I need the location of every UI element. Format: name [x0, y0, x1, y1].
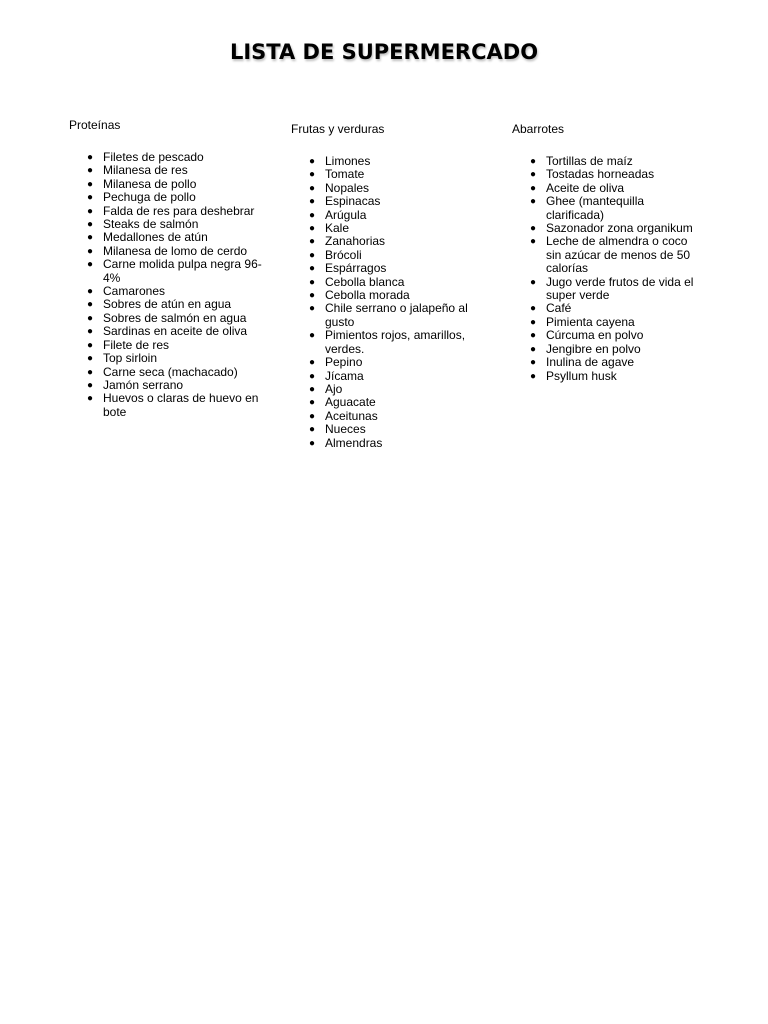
bullet-icon: ●: [530, 156, 537, 167]
list-abarrotes: [512, 155, 702, 383]
list-item: [69, 245, 264, 258]
list-item: [291, 370, 481, 383]
list-item-text: Ghee (mantequilla clarificada): [546, 194, 645, 222]
list-item: [512, 316, 702, 329]
bullet-icon: ●: [87, 326, 94, 338]
list-item: [69, 164, 264, 177]
bullet-icon: ●: [309, 209, 316, 221]
list-item-text: Top sirloin: [103, 351, 158, 366]
list-item-text: Huevos o claras de huevo en bote: [103, 391, 259, 419]
bullet-icon: ●: [530, 303, 537, 315]
bullet-icon: ●: [309, 330, 316, 342]
list-item: [291, 209, 481, 222]
list-item-text: Jícama: [325, 368, 364, 383]
list-item-text: Filete de res: [103, 337, 170, 352]
list-item-text: Sobres de salmón en agua: [103, 310, 247, 325]
list-item-text: Aceitunas: [325, 408, 378, 423]
list-item-text: Brócoli: [325, 247, 362, 262]
bullet-icon: ●: [530, 169, 537, 181]
list-item: [512, 370, 702, 383]
bullet-icon: ●: [530, 343, 537, 355]
bullet-icon: ●: [530, 236, 537, 248]
list-item: [291, 155, 481, 168]
list-item: [69, 379, 264, 392]
list-item: [291, 437, 481, 450]
list-item-text: Leche de almendra o coco sin azúcar de menos de 50 calorías: [546, 234, 691, 276]
bullet-icon: ●: [87, 312, 94, 324]
bullet-icon: ●: [309, 182, 316, 194]
list-item-text: Filetes de pescado: [103, 150, 204, 164]
list-item: [69, 231, 264, 244]
list-item: [291, 356, 481, 369]
bullet-icon: ●: [309, 370, 316, 382]
bullet-icon: ●: [309, 437, 316, 449]
bullet-icon: ●: [87, 205, 94, 217]
bullet-icon: ●: [87, 219, 94, 231]
list-item: [291, 235, 481, 248]
list-item-text: Aceite de oliva: [546, 180, 625, 195]
bullet-icon: ●: [87, 379, 94, 391]
list-item: [512, 222, 702, 235]
list-item: [291, 383, 481, 396]
bullet-icon: ●: [309, 249, 316, 261]
list-item-text: Sardinas en aceite de oliva: [103, 324, 248, 339]
list-item-text: Pimienta cayena: [546, 314, 635, 329]
list-item: [291, 168, 481, 181]
column-heading-frutas-y-verduras: Frutas y verduras: [291, 122, 385, 136]
list-item-text: Espárragos: [325, 261, 387, 276]
list-item: [512, 329, 702, 342]
list-item: [69, 366, 264, 379]
list-item-text: Steaks de salmón: [103, 217, 199, 232]
list-item-text: Sobres de atún en agua: [103, 297, 232, 312]
list-item-text: Ajo: [325, 381, 343, 396]
list-item-text: Pechuga de pollo: [103, 190, 196, 205]
bullet-icon: ●: [87, 152, 94, 163]
list-item: [69, 325, 264, 338]
bullet-icon: ●: [309, 196, 316, 208]
list-item-text: Inulina de agave: [546, 355, 635, 370]
list-frutas-y-verduras: [291, 155, 481, 450]
list-item: [512, 182, 702, 195]
list-item-text: Arúgula: [325, 207, 367, 222]
list-item-text: Cebolla morada: [325, 288, 410, 303]
bullet-icon: ●: [530, 223, 537, 235]
bullet-icon: ●: [309, 357, 316, 369]
bullet-icon: ●: [87, 245, 94, 257]
bullet-icon: ●: [87, 393, 94, 405]
list-item: [291, 182, 481, 195]
list-item: [512, 155, 702, 168]
list-item-text: Tostadas horneadas: [546, 167, 655, 182]
list-item-text: Aguacate: [325, 395, 376, 410]
list-item: [69, 191, 264, 204]
list-item: [291, 249, 481, 262]
list-item-text: Carne molida pulpa negra 96-4%: [103, 257, 262, 285]
list-item: [512, 343, 702, 356]
list-proteinas: [69, 151, 264, 419]
list-item: [69, 205, 264, 218]
column-abarrotes: [512, 122, 702, 383]
list-item-text: Espinacas: [325, 194, 381, 209]
list-item: [69, 178, 264, 191]
list-item-text: Kale: [325, 221, 350, 236]
list-item: [69, 218, 264, 231]
list-item-text: Camarones: [103, 284, 166, 299]
bullet-icon: ●: [87, 259, 94, 271]
list-item-text: Tomate: [325, 167, 365, 182]
list-item-text: Cebolla blanca: [325, 274, 405, 289]
bullet-icon: ●: [309, 156, 316, 167]
list-item-text: Nopales: [325, 180, 370, 195]
list-item: [69, 392, 264, 419]
bullet-icon: ●: [87, 192, 94, 204]
list-item: [291, 329, 481, 356]
bullet-icon: ●: [309, 236, 316, 248]
column-heading-abarrotes: Abarrotes: [512, 122, 565, 136]
list-item-text: Jengibre en polvo: [546, 341, 641, 356]
list-item: [291, 302, 481, 329]
bullet-icon: ●: [530, 182, 537, 194]
list-item: [291, 410, 481, 423]
page-title: LISTA DE SUPERMERCADO: [229, 40, 539, 64]
list-item-text: Almendras: [325, 435, 383, 450]
column-frutas-y-verduras: [291, 122, 481, 450]
list-item: [291, 423, 481, 436]
list-item-text: Tortillas de maíz: [546, 154, 633, 168]
bullet-icon: ●: [87, 353, 94, 365]
bullet-icon: ●: [530, 330, 537, 342]
list-item-text: Pepino: [325, 355, 363, 370]
list-item-text: Pimientos rojos, amarillos, verdes.: [325, 328, 466, 356]
list-item: [69, 285, 264, 298]
bullet-icon: ●: [309, 424, 316, 436]
list-item-text: Limones: [325, 154, 371, 168]
list-item-text: Falda de res para deshebrar: [103, 203, 255, 218]
list-item: [291, 222, 481, 235]
list-item: [512, 168, 702, 181]
list-item: [512, 276, 702, 303]
bullet-icon: ●: [530, 357, 537, 369]
list-item: [291, 262, 481, 275]
list-item-text: Café: [546, 301, 572, 316]
list-item-text: Psyllum husk: [546, 368, 617, 383]
list-item-text: Milanesa de res: [103, 163, 188, 178]
list-item-text: Milanesa de pollo: [103, 176, 197, 191]
list-item-text: Milanesa de lomo de cerdo: [103, 243, 248, 258]
list-item-text: Carne seca (machacado): [103, 364, 238, 379]
bullet-icon: ●: [530, 276, 537, 288]
bullet-icon: ●: [309, 383, 316, 395]
list-item-text: Nueces: [325, 422, 366, 437]
list-item-text: Sazonador zona organikum: [546, 221, 693, 236]
list-item: [291, 289, 481, 302]
bullet-icon: ●: [530, 196, 537, 208]
bullet-icon: ●: [309, 276, 316, 288]
list-item: [69, 339, 264, 352]
bullet-icon: ●: [309, 223, 316, 235]
list-item: [512, 356, 702, 369]
list-item: [69, 352, 264, 365]
bullet-icon: ●: [87, 339, 94, 351]
bullet-icon: ●: [530, 370, 537, 382]
list-item: [69, 258, 264, 285]
list-item-text: Jamón serrano: [103, 377, 184, 392]
list-item: [512, 195, 702, 222]
list-item: [69, 298, 264, 311]
list-item-text: Chile serrano o jalapeño al gusto: [325, 301, 468, 329]
list-item-text: Zanahorias: [325, 234, 386, 249]
list-item: [512, 302, 702, 315]
bullet-icon: ●: [309, 290, 316, 302]
bullet-icon: ●: [530, 316, 537, 328]
column-proteinas: [69, 118, 264, 419]
list-item: [69, 312, 264, 325]
bullet-icon: ●: [87, 299, 94, 311]
list-item-text: Cúrcuma en polvo: [546, 328, 644, 343]
bullet-icon: ●: [87, 178, 94, 190]
list-item-text: Medallones de atún: [103, 230, 208, 245]
bullet-icon: ●: [309, 303, 316, 315]
bullet-icon: ●: [87, 165, 94, 177]
list-item-text: Jugo verde frutos de vida el super verde: [546, 274, 694, 303]
list-item: [291, 396, 481, 409]
list-item: [69, 151, 264, 164]
list-item: [291, 276, 481, 289]
list-item: [512, 235, 702, 275]
bullet-icon: ●: [309, 169, 316, 181]
bullet-icon: ●: [309, 410, 316, 422]
column-heading-proteinas: Proteínas: [69, 118, 121, 132]
list-item: [291, 195, 481, 208]
bullet-icon: ●: [309, 397, 316, 409]
bullet-icon: ●: [87, 366, 94, 378]
bullet-icon: ●: [309, 263, 316, 275]
bullet-icon: ●: [87, 286, 94, 298]
bullet-icon: ●: [87, 232, 94, 244]
